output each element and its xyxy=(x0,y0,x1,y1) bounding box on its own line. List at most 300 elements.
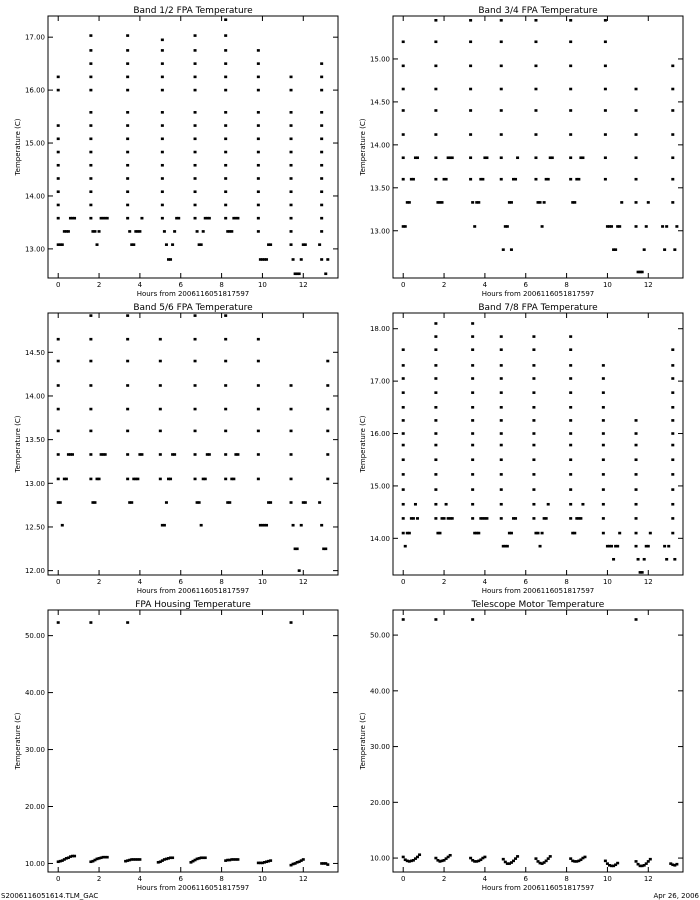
data-point xyxy=(618,225,621,228)
data-point xyxy=(581,156,584,159)
data-point xyxy=(126,76,129,79)
data-point xyxy=(98,230,101,233)
data-point xyxy=(159,430,162,433)
data-point xyxy=(98,478,101,481)
data-point xyxy=(635,532,638,535)
data-point xyxy=(635,178,638,181)
data-point xyxy=(89,338,92,341)
data-point xyxy=(224,62,227,65)
data-point xyxy=(445,503,448,506)
x-tick-label: 0 xyxy=(400,578,406,586)
data-point xyxy=(257,478,260,481)
data-point xyxy=(292,524,295,527)
data-point xyxy=(194,177,197,180)
data-point xyxy=(290,408,293,411)
data-point xyxy=(402,88,405,91)
data-point xyxy=(296,548,299,551)
data-point xyxy=(126,124,129,127)
data-point xyxy=(602,517,605,520)
data-point xyxy=(500,109,503,112)
x-tick-label: 8 xyxy=(564,281,569,289)
data-point xyxy=(161,111,164,114)
data-point xyxy=(89,164,92,167)
chart-title: FPA Housing Temperature xyxy=(135,600,251,610)
data-point xyxy=(326,430,329,433)
x-tick-label: 10 xyxy=(257,281,267,289)
y-tick-label: 14.50 xyxy=(369,98,390,107)
data-point xyxy=(443,517,446,520)
data-point xyxy=(500,65,503,68)
data-point xyxy=(59,501,62,504)
data-point xyxy=(136,478,139,481)
data-point xyxy=(569,178,572,181)
data-point xyxy=(93,230,96,233)
x-tick-label: 2 xyxy=(96,281,102,289)
y-tick-label: 40.00 xyxy=(369,687,390,696)
data-point xyxy=(604,178,607,181)
data-point xyxy=(106,217,109,220)
data-point xyxy=(126,137,129,140)
data-point xyxy=(665,558,668,561)
data-point xyxy=(161,204,164,207)
data-point xyxy=(549,855,552,858)
data-point xyxy=(290,177,293,180)
data-point xyxy=(320,258,323,261)
data-point xyxy=(89,430,92,433)
data-point xyxy=(126,453,129,456)
data-point xyxy=(194,453,197,456)
data-point xyxy=(451,517,454,520)
data-point xyxy=(647,201,650,204)
data-point xyxy=(671,444,674,447)
data-point xyxy=(671,88,674,91)
data-point xyxy=(434,857,437,860)
data-point xyxy=(320,62,323,65)
y-tick-label: 15.00 xyxy=(24,139,45,148)
data-point xyxy=(224,177,227,180)
data-point xyxy=(402,488,405,491)
data-point xyxy=(257,384,260,387)
chart-panel-1 xyxy=(14,6,338,298)
data-point xyxy=(581,503,584,506)
data-point xyxy=(290,453,293,456)
data-point xyxy=(326,478,329,481)
data-point xyxy=(573,201,576,204)
x-tick-label: 10 xyxy=(602,281,612,289)
data-point xyxy=(126,190,129,193)
data-point xyxy=(434,133,437,136)
data-point xyxy=(126,430,129,433)
data-point xyxy=(224,314,227,317)
data-point xyxy=(532,488,535,491)
data-point xyxy=(89,89,92,92)
y-tick-label: 50.00 xyxy=(24,632,45,641)
data-point xyxy=(126,204,129,207)
data-point xyxy=(514,857,517,860)
x-tick-label: 0 xyxy=(55,281,61,289)
data-point xyxy=(434,40,437,43)
data-point xyxy=(434,88,437,91)
x-tick-label: 10 xyxy=(602,578,612,586)
data-point xyxy=(534,178,537,181)
data-point xyxy=(224,151,227,154)
data-point xyxy=(320,204,323,207)
data-point xyxy=(57,164,60,167)
data-point xyxy=(57,408,60,411)
data-point xyxy=(89,62,92,65)
x-tick-label: 10 xyxy=(602,875,612,883)
data-point xyxy=(434,364,437,367)
data-point xyxy=(602,488,605,491)
data-point xyxy=(532,517,535,520)
data-point xyxy=(620,201,623,204)
x-tick-label: 12 xyxy=(643,281,653,289)
data-point xyxy=(290,89,293,92)
data-point xyxy=(224,18,227,21)
data-point xyxy=(300,524,303,527)
data-point xyxy=(300,258,303,261)
data-point xyxy=(534,109,537,112)
data-point xyxy=(89,124,92,127)
data-point xyxy=(402,156,405,159)
data-point xyxy=(414,503,417,506)
data-point xyxy=(257,164,260,167)
data-point xyxy=(416,156,419,159)
data-point xyxy=(132,243,135,246)
data-point xyxy=(604,860,607,863)
data-point xyxy=(534,857,537,860)
data-point xyxy=(228,501,231,504)
data-point xyxy=(402,458,405,461)
data-point xyxy=(402,391,405,394)
data-point xyxy=(569,406,572,409)
y-axis-label: Temperature (C) xyxy=(14,415,22,473)
data-point xyxy=(569,364,572,367)
data-point xyxy=(402,348,405,351)
data-point xyxy=(477,532,480,535)
data-point xyxy=(483,856,486,859)
x-tick-label: 0 xyxy=(55,578,61,586)
data-point xyxy=(500,133,503,136)
data-point xyxy=(416,856,419,859)
data-point xyxy=(126,478,129,481)
data-point xyxy=(434,65,437,68)
y-tick-label: 15.00 xyxy=(369,482,390,491)
data-point xyxy=(573,532,576,535)
data-point xyxy=(532,335,535,338)
data-point xyxy=(57,621,60,624)
data-point xyxy=(641,571,644,574)
y-tick-label: 50.00 xyxy=(369,631,390,640)
data-point xyxy=(500,364,503,367)
data-point xyxy=(290,137,293,140)
x-tick-label: 4 xyxy=(137,281,143,289)
data-point xyxy=(675,225,678,228)
data-point xyxy=(434,109,437,112)
data-point xyxy=(404,545,407,548)
data-point xyxy=(641,271,644,274)
data-point xyxy=(194,62,197,65)
data-point xyxy=(194,384,197,387)
data-point xyxy=(224,453,227,456)
data-point xyxy=(532,432,535,435)
data-point xyxy=(159,453,162,456)
data-point xyxy=(532,377,535,380)
data-point xyxy=(671,406,674,409)
x-tick-label: 2 xyxy=(441,875,447,883)
plot-frame xyxy=(393,16,683,278)
data-point xyxy=(290,501,293,504)
data-point xyxy=(663,248,666,251)
data-point xyxy=(604,19,607,22)
data-point xyxy=(257,338,260,341)
data-point xyxy=(290,243,293,246)
data-point xyxy=(320,230,323,233)
data-point xyxy=(434,348,437,351)
data-point xyxy=(514,178,517,181)
x-tick-label: 4 xyxy=(482,281,488,289)
data-point xyxy=(602,458,605,461)
data-point xyxy=(602,432,605,435)
data-point xyxy=(471,322,474,325)
data-point xyxy=(126,62,129,65)
data-point xyxy=(198,501,201,504)
data-point xyxy=(163,524,166,527)
data-point xyxy=(510,201,513,204)
data-point xyxy=(140,217,143,220)
data-point xyxy=(324,548,327,551)
x-tick-label: 4 xyxy=(137,875,143,883)
data-point xyxy=(602,377,605,380)
data-point xyxy=(257,137,260,140)
data-point xyxy=(161,76,164,79)
data-point xyxy=(647,545,650,548)
data-point xyxy=(320,124,323,127)
data-point xyxy=(402,133,405,136)
data-point xyxy=(57,384,60,387)
x-tick-label: 10 xyxy=(257,578,267,586)
data-point xyxy=(481,178,484,181)
data-point xyxy=(434,488,437,491)
data-point xyxy=(471,348,474,351)
data-point xyxy=(161,217,164,220)
data-point xyxy=(126,314,129,317)
data-point xyxy=(545,860,548,863)
data-point xyxy=(604,133,607,136)
data-point xyxy=(469,65,472,68)
data-point xyxy=(569,432,572,435)
data-point xyxy=(169,258,172,261)
data-point xyxy=(545,517,548,520)
data-point xyxy=(126,164,129,167)
data-point xyxy=(635,545,638,548)
data-point xyxy=(161,62,164,65)
data-point xyxy=(618,532,621,535)
data-point xyxy=(194,408,197,411)
data-point xyxy=(602,532,605,535)
data-point xyxy=(569,517,572,520)
data-point xyxy=(194,190,197,193)
data-point xyxy=(257,360,260,363)
data-point xyxy=(89,360,92,363)
data-point xyxy=(402,473,405,476)
y-tick-label: 14.00 xyxy=(24,192,45,201)
data-point xyxy=(614,248,617,251)
data-point xyxy=(434,156,437,159)
data-point xyxy=(326,408,329,411)
data-point xyxy=(320,76,323,79)
data-point xyxy=(602,503,605,506)
chart-title: Telescope Motor Temperature xyxy=(471,600,605,610)
data-point xyxy=(126,360,129,363)
data-point xyxy=(671,109,674,112)
data-point xyxy=(57,360,60,363)
data-point xyxy=(469,109,472,112)
chart-panel-2 xyxy=(359,6,683,298)
data-point xyxy=(224,190,227,193)
data-point xyxy=(67,230,70,233)
data-point xyxy=(173,453,176,456)
data-point xyxy=(604,156,607,159)
data-point xyxy=(230,230,233,233)
data-point xyxy=(471,419,474,422)
data-point xyxy=(304,243,307,246)
y-axis-label: Temperature (C) xyxy=(359,415,367,473)
data-point xyxy=(512,860,515,863)
data-point xyxy=(320,89,323,92)
data-point xyxy=(602,444,605,447)
data-point xyxy=(89,49,92,52)
data-point xyxy=(326,258,329,261)
data-point xyxy=(57,89,60,92)
plot-frame xyxy=(48,610,338,872)
data-point xyxy=(534,19,537,22)
data-point xyxy=(163,230,166,233)
x-tick-label: 6 xyxy=(178,578,183,586)
data-point xyxy=(534,133,537,136)
data-point xyxy=(224,34,227,37)
data-point xyxy=(471,488,474,491)
data-point xyxy=(126,34,129,37)
data-point xyxy=(402,109,405,112)
data-point xyxy=(161,49,164,52)
data-point xyxy=(126,89,129,92)
data-point xyxy=(616,862,619,865)
data-point xyxy=(194,360,197,363)
data-point xyxy=(130,501,133,504)
data-point xyxy=(449,854,452,857)
data-point xyxy=(194,314,197,317)
data-point xyxy=(532,473,535,476)
data-point xyxy=(326,384,329,387)
data-point xyxy=(635,488,638,491)
data-point xyxy=(402,432,405,435)
data-point xyxy=(320,190,323,193)
data-point xyxy=(161,124,164,127)
data-point xyxy=(290,190,293,193)
x-tick-label: 6 xyxy=(523,281,528,289)
data-point xyxy=(645,225,648,228)
y-axis-label: Temperature (C) xyxy=(14,712,22,770)
data-point xyxy=(224,338,227,341)
data-point xyxy=(612,558,615,561)
data-point xyxy=(569,444,572,447)
data-point xyxy=(89,621,92,624)
plot-frame xyxy=(48,313,338,575)
data-point xyxy=(671,364,674,367)
y-tick-label: 18.00 xyxy=(369,325,390,334)
data-point xyxy=(106,856,109,859)
data-point xyxy=(292,258,295,261)
data-point xyxy=(73,217,76,220)
data-point xyxy=(320,177,323,180)
data-point xyxy=(643,248,646,251)
data-point xyxy=(224,111,227,114)
data-point xyxy=(547,178,550,181)
data-point xyxy=(671,488,674,491)
data-point xyxy=(569,857,572,860)
data-point xyxy=(89,314,92,317)
data-point xyxy=(539,545,542,548)
data-point xyxy=(569,488,572,491)
data-point xyxy=(675,863,678,866)
chart-panel-5 xyxy=(14,600,338,892)
data-point xyxy=(434,391,437,394)
data-point xyxy=(543,201,546,204)
data-point xyxy=(89,204,92,207)
y-tick-label: 10.00 xyxy=(24,859,45,868)
data-point xyxy=(57,453,60,456)
data-point xyxy=(138,230,141,233)
data-point xyxy=(318,243,321,246)
data-point xyxy=(257,49,260,52)
data-point xyxy=(673,248,676,251)
data-point xyxy=(671,391,674,394)
data-point xyxy=(89,76,92,79)
x-tick-label: 2 xyxy=(441,281,447,289)
data-point xyxy=(539,201,542,204)
data-point xyxy=(534,40,537,43)
data-point xyxy=(506,545,509,548)
data-point xyxy=(290,430,293,433)
data-point xyxy=(290,384,293,387)
data-point xyxy=(500,40,503,43)
data-point xyxy=(224,164,227,167)
data-point xyxy=(635,432,638,435)
data-point xyxy=(469,133,472,136)
data-point xyxy=(161,151,164,154)
data-point xyxy=(194,76,197,79)
footer-date: Apr 26, 2006 xyxy=(653,892,699,900)
data-point xyxy=(161,177,164,180)
data-point xyxy=(434,432,437,435)
chart-panel-6 xyxy=(359,600,683,892)
footer-filename: S2006116051614.TLM_GAC xyxy=(1,892,99,900)
y-tick-label: 16.00 xyxy=(24,86,45,95)
data-point xyxy=(500,156,503,159)
data-point xyxy=(471,335,474,338)
data-point xyxy=(418,853,421,856)
data-point xyxy=(61,524,64,527)
data-point xyxy=(204,478,207,481)
y-tick-label: 14.00 xyxy=(369,141,390,150)
data-point xyxy=(500,503,503,506)
y-axis-label: Temperature (C) xyxy=(359,712,367,770)
data-point xyxy=(579,517,582,520)
data-point xyxy=(671,532,674,535)
data-point xyxy=(471,517,474,520)
data-point xyxy=(257,76,260,79)
